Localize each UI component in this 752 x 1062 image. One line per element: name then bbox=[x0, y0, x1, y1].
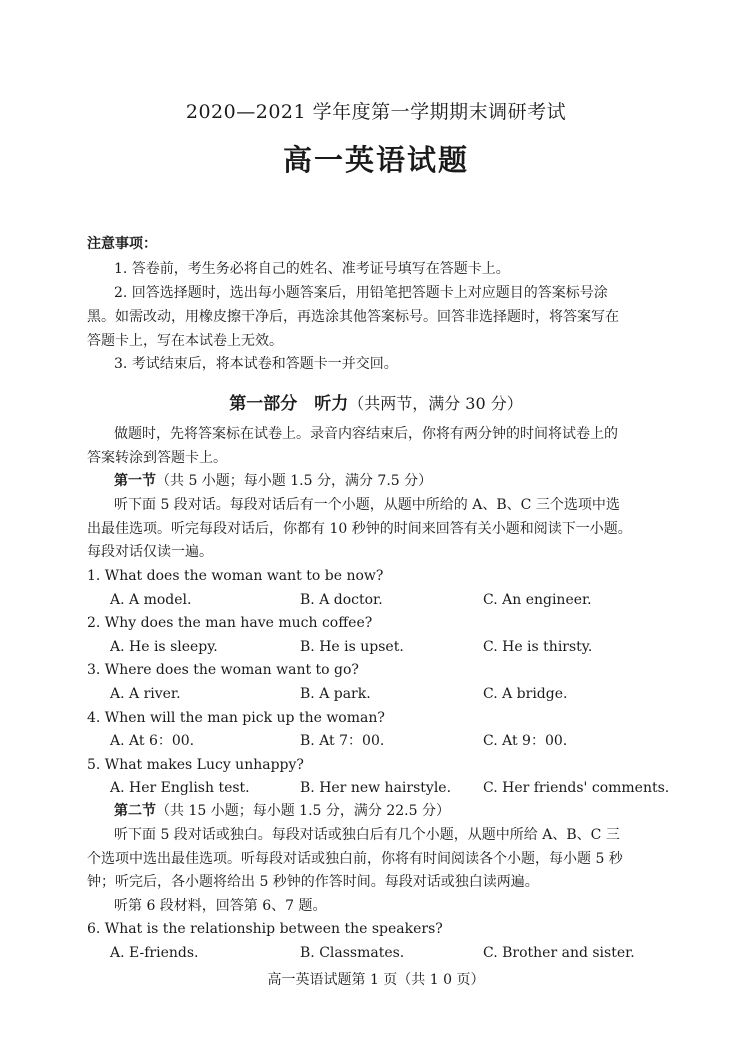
notes-item-1: 1. 答卷前，考生务必将自己的姓名、准考证号填写在答题卡上。 bbox=[114, 261, 510, 277]
question-2: 2. Why does the man have much coffee? bbox=[87, 615, 373, 631]
notes-item-2-line-1: 2. 回答选择题时，选出每小题答案后，用铅笔把答题卡上对应题目的答案标号涂 bbox=[114, 285, 608, 301]
part-1-title: 第一部分 听力 bbox=[229, 394, 349, 414]
question-4-option-c: C. At 9：00. bbox=[483, 733, 568, 749]
page-footer: 高一英语试题第 1 页（共 1 0 页） bbox=[267, 972, 485, 988]
part-1-meta: （共两节，满分 30 分） bbox=[348, 394, 523, 413]
question-2-option-a: A. He is sleepy. bbox=[110, 639, 218, 655]
question-4: 4. When will the man pick up the woman? bbox=[87, 710, 385, 726]
question-1: 1. What does the woman want to be now? bbox=[87, 568, 384, 584]
question-5-option-b: B. Her new hairstyle. bbox=[300, 780, 452, 796]
subject-title: 高一英语试题 bbox=[282, 143, 469, 177]
question-1-option-c: C. An engineer. bbox=[483, 592, 592, 608]
question-3: 3. Where does the woman want to go? bbox=[87, 662, 359, 678]
section-1-instr-line-2: 出最佳选项。听完每段对话后，你都有 10 秒钟的时间来回答有关小题和阅读下一小题。 bbox=[87, 521, 632, 537]
section-2-heading bbox=[114, 802, 450, 820]
notes-item-2-line-3: 答题卡上，写在本试卷上无效。 bbox=[87, 333, 283, 349]
part-1-intro-line-1: 做题时，先将答案标在试卷上。录音内容结束后，你将有两分钟的时间将试卷上的 bbox=[114, 426, 618, 442]
question-5: 5. What makes Lucy unhappy? bbox=[87, 757, 304, 773]
section-1-title: 第一节 bbox=[114, 473, 156, 489]
question-3-option-b: B. A park. bbox=[300, 686, 371, 702]
part-1-heading bbox=[0, 389, 752, 414]
part-1-intro-line-2: 答案转涂到答题卡上。 bbox=[87, 450, 227, 466]
question-2-option-c: C. He is thirsty. bbox=[483, 639, 593, 655]
question-1-option-a: A. A model. bbox=[110, 592, 192, 608]
notes-heading: 注意事项： bbox=[87, 236, 157, 252]
question-3-option-a: A. A river. bbox=[110, 686, 181, 702]
section-1-meta: （共 5 小题；每小题 1.5 分，满分 7.5 分） bbox=[156, 473, 433, 489]
section-1-heading bbox=[114, 472, 432, 490]
section-2-meta: （共 15 小题；每小题 1.5 分，满分 22.5 分） bbox=[156, 803, 450, 819]
section-2-instr-line-3: 钟；听完后，各小题将给出 5 秒钟的作答时间。每段对话或独白读两遍。 bbox=[87, 874, 539, 890]
section-1-instr-line-3: 每段对话仅读一遍。 bbox=[87, 544, 213, 560]
question-4-option-a: A. At 6：00. bbox=[110, 733, 195, 749]
question-5-option-a: A. Her English test. bbox=[110, 780, 250, 796]
question-6-option-c: C. Brother and sister. bbox=[483, 945, 635, 961]
question-6-option-a: A. E-friends. bbox=[110, 945, 199, 961]
section-2-instr-line-2: 个选项中选出最佳选项。听每段对话或独白前，你将有时间阅读各个小题，每小题 5 秒 bbox=[87, 851, 623, 867]
question-2-option-b: B. He is upset. bbox=[300, 639, 404, 655]
question-5-option-c: C. Her friends' comments. bbox=[483, 780, 670, 796]
section-2-material-note: 听第 6 段材料，回答第 6、7 题。 bbox=[114, 898, 327, 914]
question-6: 6. What is the relationship between the speakers? bbox=[87, 921, 443, 937]
section-2-instr-line-1: 听下面 5 段对话或独白。每段对话或独白后有几个小题，从题中所给 A、B、C 三 bbox=[114, 827, 620, 843]
question-3-option-c: C. A bridge. bbox=[483, 686, 568, 702]
notes-item-3: 3. 考试结束后，将本试卷和答题卡一并交回。 bbox=[114, 356, 398, 372]
notes-item-2-line-2: 黑。如需改动，用橡皮擦干净后，再选涂其他答案标号。回答非选择题时，将答案写在 bbox=[87, 309, 619, 325]
question-6-option-b: B. Classmates. bbox=[300, 945, 405, 961]
question-4-option-b: B. At 7：00. bbox=[300, 733, 385, 749]
section-2-title: 第二节 bbox=[114, 803, 156, 819]
section-1-instr-line-1: 听下面 5 段对话。每段对话后有一个小题，从题中所给的 A、B、C 三个选项中选 bbox=[114, 497, 620, 513]
question-1-option-b: B. A doctor. bbox=[300, 592, 383, 608]
exam-title: 2020—2021 学年度第一学期期末调研考试 bbox=[185, 101, 567, 123]
